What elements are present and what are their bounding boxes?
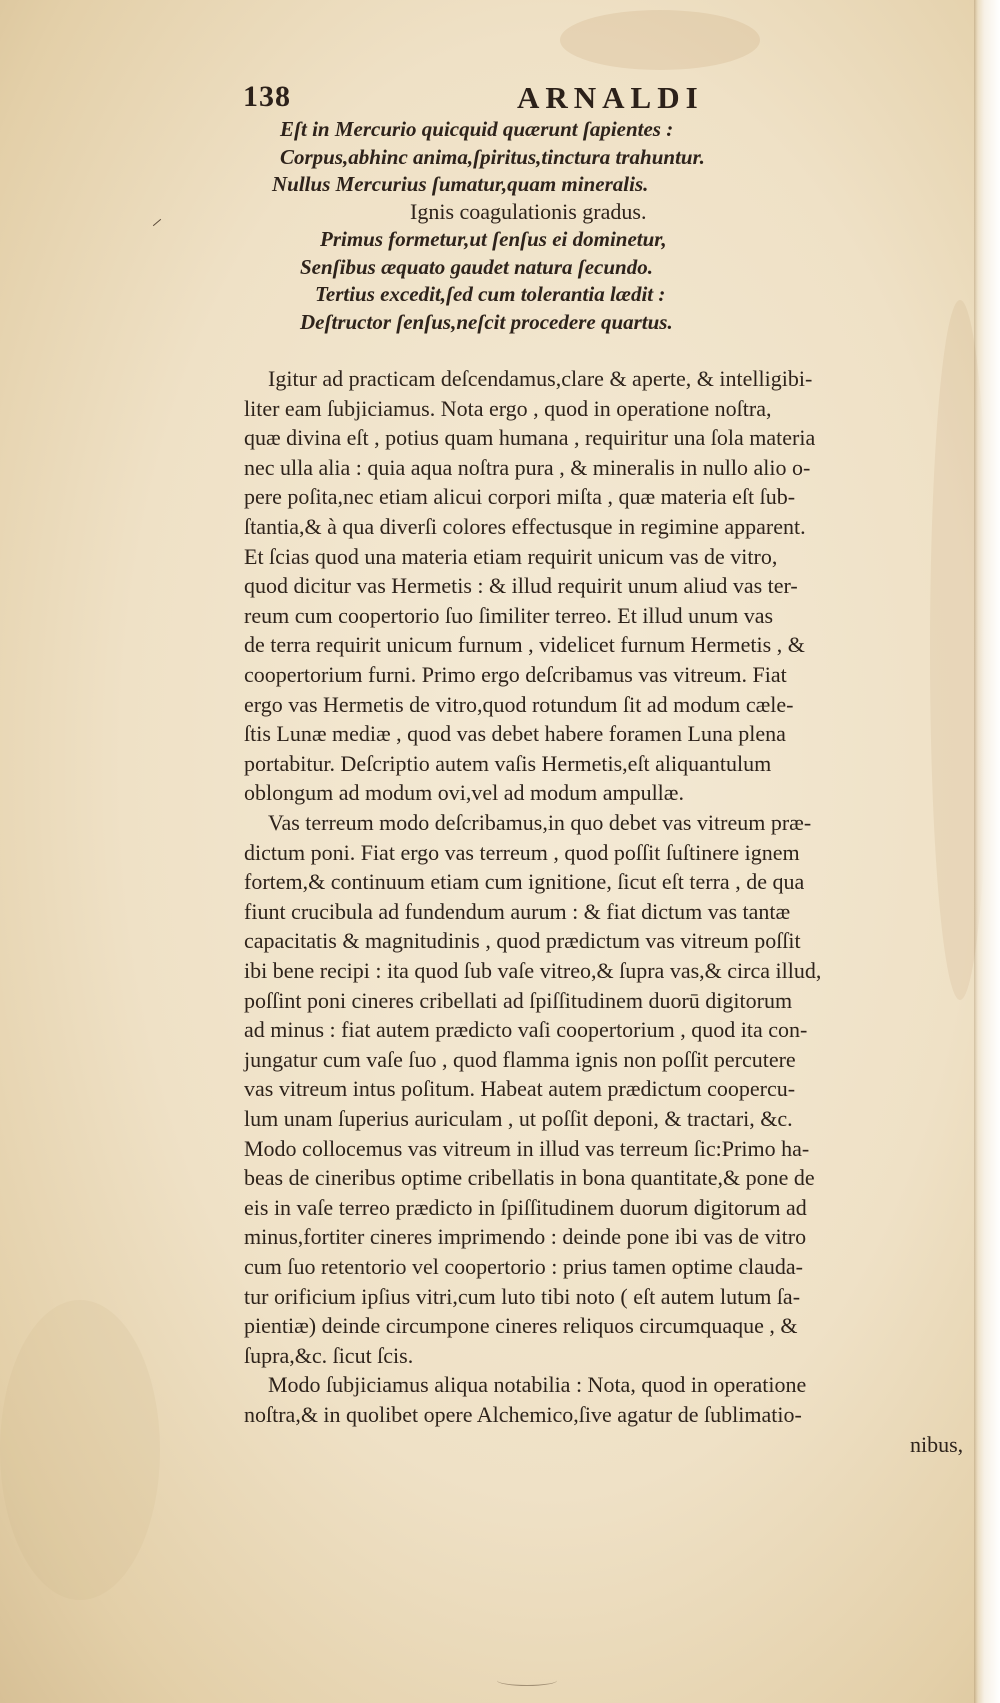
text-line: beas de cineribus optime cribellatis in bona quantitate,& pone de [244, 1165, 815, 1191]
running-head: ARNALDI [517, 80, 704, 115]
text-line: portabitur. Deſcriptio autem vaſis Hermetis,eſt aliquantulum [244, 750, 772, 776]
text-line: Modo ſubjiciamus aliqua notabilia : Nota, quod in operatione [268, 1372, 807, 1398]
page-header [243, 80, 803, 120]
text-line: noſtra,& in quolibet opere Alchemico,ſive agatur de ſublimatio- [244, 1402, 802, 1427]
text-line: Nullus Mercurius ſumatur,quam mineralis. [272, 172, 649, 196]
text-line: reum cum coopertorio ſuo ſimiliter terreo. Et illud unum vas [244, 602, 774, 628]
page-binding-edge [974, 0, 1000, 1703]
text-line: Igitur ad practicam deſcendamus,clare & aperte, & intelligibi- [268, 366, 813, 391]
text-line: nec ulla alia : quia aqua noſtra pura , & mineralis in nullo alio o- [244, 454, 811, 480]
text-line: capacitatis & magnitudinis , quod prædictum vas vitreum poſſit [244, 928, 801, 954]
text-line: Corpus,abhinc anima,ſpiritus,tinctura trahuntur. [280, 144, 705, 169]
text-line: de terra requirit unicum furnum , videlicet furnum Hermetis , & [244, 632, 805, 658]
text-line: Ignis coagulationis gradus. [410, 198, 647, 224]
text-line: eis in vaſe terreo prædicto in ſpiſſitudinem duorum digitorum ad [244, 1194, 807, 1220]
paper-stain [0, 1300, 160, 1600]
text-line: pere poſita,nec etiam alicui corpori miſta , quæ materia eſt ſub- [244, 484, 796, 510]
text-line: oblongum ad modum ovi,vel ad modum ampullæ. [244, 780, 684, 806]
page-number: 138 [243, 80, 291, 113]
text-line: Deſtructor ſenſus,neſcit procedere quartus. [300, 309, 673, 334]
text-line: Eſt in Mercurio quicquid quærunt ſapientes : [280, 117, 674, 141]
text-line: Senſibus æquato gaudet natura ſecundo. [300, 254, 653, 279]
text-line: Tertius excedit,ſed cum tolerantia lædit : [315, 282, 666, 306]
text-line: Primus formetur,ut ſenſus ei dominetur, [320, 227, 667, 251]
text-line: tur orificium ipſius vitri,cum luto tibi noto ( eſt autem lutum ſa- [244, 1283, 801, 1309]
footer-mark [497, 1675, 557, 1686]
text-line: jungatur cum vaſe ſuo , quod flamma ignis non poſſit percutere [244, 1046, 796, 1072]
text-line: dictum poni. Fiat ergo vas terreum , quod poſſit ſuſtinere ignem [244, 839, 800, 865]
margin-mark [153, 219, 161, 226]
text-line: ibi bene recipi : ita quod ſub vaſe vitreo,& ſupra vas,& circa illud, [244, 958, 822, 983]
text-line: coopertorium furni. Primo ergo deſcribamus vas vitreum. Fiat [244, 662, 787, 687]
text-line: fortem,& continuum etiam cum ignitione, ſicut eſt terra , de qua [244, 869, 805, 895]
paper-stain [560, 10, 760, 70]
text-line: fiunt crucibula ad fundendum aurum : & fiat dictum vas tantæ [244, 898, 791, 924]
text-line: ſtantia,& à qua diverſi colores effectusque in regimine apparent. [244, 514, 806, 539]
text-line: pientiæ) deinde circumpone cineres reliquos circumquaque , & [244, 1313, 798, 1339]
text-line: cum ſuo retentorio vel coopertorio : prius tamen optime clauda- [244, 1254, 803, 1279]
text-line: quod dicitur vas Hermetis : & illud requirit unum aliud vas ter- [244, 573, 798, 599]
text-line: liter eam ſubjiciamus. Nota ergo , quod in operatione noſtra, [244, 395, 772, 421]
text-line: Et ſcias quod una materia etiam requirit unicum vas de vitro, [244, 543, 778, 569]
text-line: nibus, [910, 1431, 964, 1457]
text-line: minus,fortiter cineres imprimendo : deinde pone ibi vas de vitro [244, 1224, 807, 1250]
text-line: lum unam ſuperius auriculam , ut poſſit deponi, & tractari, &c. [244, 1106, 793, 1131]
text-line: ſupra,&c. ſicut ſcis. [244, 1342, 414, 1368]
text-line: Vas terreum modo deſcribamus,in quo debet vas vitreum præ- [268, 810, 812, 835]
text-line: ad minus : fiat autem prædicto vaſi coopertorium , quod ita con- [244, 1017, 808, 1043]
text-line: Modo collocemus vas vitreum in illud vas terreum ſic:Primo ha- [244, 1135, 810, 1161]
text-line: poſſint poni cineres cribellati ad ſpiſſitudinem duorū digitorum [244, 987, 793, 1013]
text-line: ergo vas Hermetis de vitro,quod rotundum ſit ad modum cæle- [244, 691, 794, 717]
text-line: ſtis Lunæ mediæ , quod vas debet habere foramen Luna plena [244, 721, 786, 747]
text-line: vas vitreum intus poſitum. Habeat autem prædictum coopercu- [244, 1076, 796, 1102]
text-line: quæ divina eſt , potius quam humana , requiritur una ſola materia [244, 425, 816, 451]
